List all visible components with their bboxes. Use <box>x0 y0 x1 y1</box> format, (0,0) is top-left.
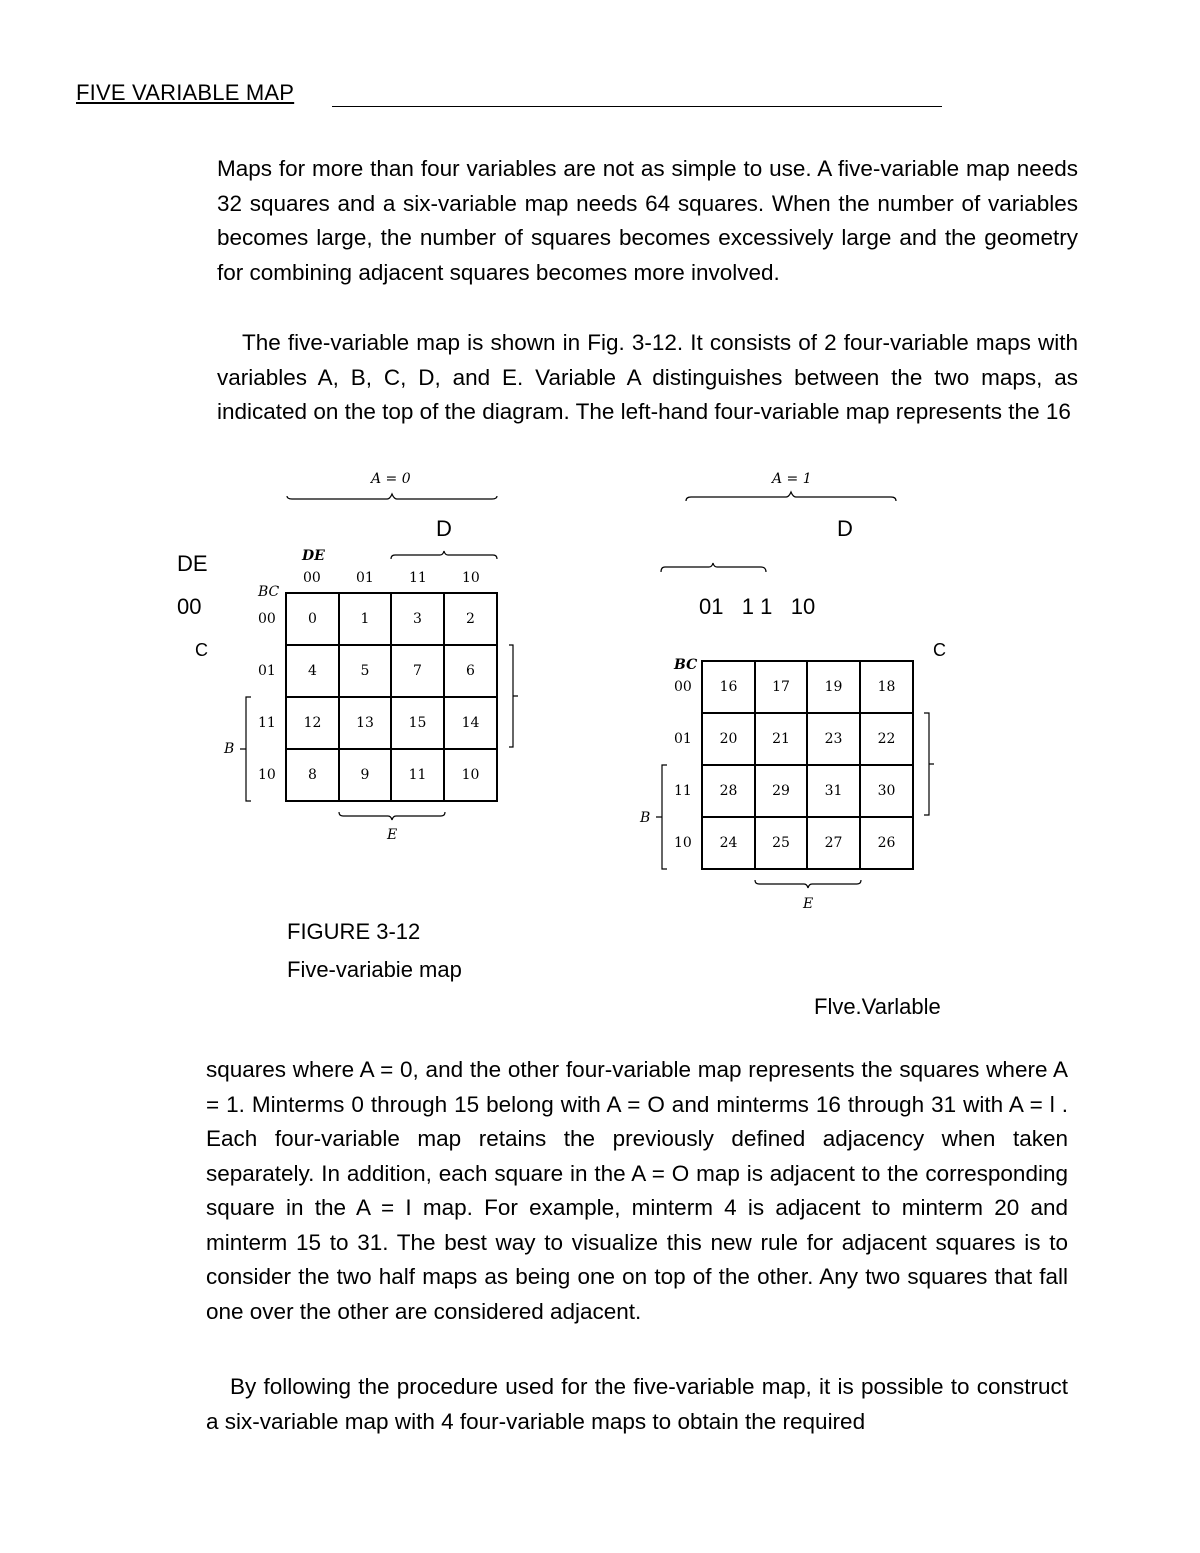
kmap-cell: 15 <box>408 715 427 731</box>
kmap-cell: 19 <box>824 679 843 695</box>
kmap-cell: 1 <box>360 611 370 627</box>
b-axis-label-right: B <box>640 810 651 826</box>
figure-number: FIGURE 3-12 <box>287 919 421 944</box>
kmap-cell: 11 <box>408 767 427 783</box>
row-header: 01 <box>258 663 276 679</box>
kmap-cell: 4 <box>308 663 317 679</box>
e-axis-label-right: E <box>803 896 814 912</box>
figure-extra-label: Flve.Varlable <box>814 994 941 1019</box>
kmap-cell: 9 <box>360 767 370 783</box>
paragraph-1: Maps for more than four variables are not as simple to use. A five-variable map needs 32 squares and a six-variable map needs 64 squares. When the number of variables becomes large, the number of squares becomes excessively large and the geometry for combining adjacent squares becomes more involved. <box>217 156 1078 285</box>
kmap-cell: 20 <box>719 731 738 747</box>
col-header: 01 <box>356 570 374 586</box>
kmap-cell: 0 <box>308 611 317 627</box>
kmap-cell: 28 <box>719 783 738 799</box>
kmap-cell: 31 <box>824 783 843 799</box>
page-heading: FIVE VARIABLE MAP <box>76 80 295 105</box>
de-00-overlay: 00 <box>177 594 202 619</box>
kmap-cell: 10 <box>461 767 480 783</box>
row-header: 10 <box>258 767 276 783</box>
paragraph-2: The five-variable map is shown in Fig. 3-12. It consists of 2 four-variable maps with variables A, B, C, D, and E. Variable A distinguishes between the two maps, as indicated on the top of the diagram. The left-hand four-variable map represents the 16 <box>217 330 1078 424</box>
row-header: 10 <box>674 835 692 851</box>
kmap-cell: 23 <box>824 731 843 747</box>
a1-brace <box>686 492 896 501</box>
kmap-cell: 17 <box>772 679 790 695</box>
c-bracket-right <box>924 713 934 815</box>
kmap-cell: 18 <box>877 679 896 695</box>
kmap-cell: 7 <box>413 663 422 679</box>
kmap-cell: 5 <box>360 663 370 679</box>
col-header: 10 <box>462 570 480 586</box>
de-axis-label: DE <box>302 548 325 564</box>
col-header: 11 <box>409 570 427 586</box>
b-bracket-right <box>656 765 667 869</box>
kmap-cell: 21 <box>772 731 790 747</box>
right-col-headers-overlay: 01 1 1 10 <box>699 594 816 619</box>
kmap-cell: 14 <box>461 715 480 731</box>
kmap-cell: 29 <box>772 783 790 799</box>
kmap-cell: 30 <box>877 783 896 799</box>
kmap-cell: 3 <box>413 611 422 627</box>
paragraph-4: By following the procedure used for the five-variable map, it is possible to construct a six-variable map with 4 four-variable maps to obtain the required <box>206 1374 1068 1434</box>
bc-axis-label-left: BC <box>258 584 280 600</box>
col-header: 00 <box>303 570 321 586</box>
row-header: 00 <box>674 679 692 695</box>
row-header: 01 <box>674 731 692 747</box>
bc-axis-label-right: BC <box>674 657 698 673</box>
c-right-overlay: C <box>933 640 946 660</box>
kmap-cell: 26 <box>877 835 896 851</box>
e-axis-label-left: E <box>387 827 398 843</box>
kmap-cell: 12 <box>303 715 322 731</box>
d-brace-right <box>661 563 766 572</box>
kmap-cell: 27 <box>824 835 843 851</box>
a0-label: A = 0 <box>371 471 411 487</box>
kmap-cell: 22 <box>877 731 896 747</box>
row-header: 11 <box>258 715 276 731</box>
d-left-overlay: D <box>436 516 452 541</box>
d-right-overlay: D <box>837 516 853 541</box>
e-bracket-right <box>755 880 861 888</box>
paragraph-3: squares where A = 0, and the other four-variable map represents the squares where A = 1. Minterms 0 through 15 belong with A = O and minterms 16 through 31 with A = l . Each four-variable map retains the previously defined adjacency when taken separately. In addition, each square in the A = O map is adjacent to the corresponding square in the A = I map. For example, minterm 4 is adjacent to minterm 20 and minterm 15 to 31. The best way to visualize this new rule for adjacent squares is to consider the two half maps as being one on top of the other. Any two squares that fall one over the other are considered adjacent. <box>206 1057 1068 1324</box>
kmap-cell: 2 <box>466 611 475 627</box>
c-left-overlay: C <box>195 640 208 660</box>
kmap-cell: 13 <box>356 715 374 731</box>
kmap-cell: 6 <box>466 663 475 679</box>
row-header: 11 <box>674 783 692 799</box>
de-label-overlay: DE <box>177 551 208 576</box>
a1-label: A = 1 <box>772 471 812 487</box>
kmap-cell: 24 <box>719 835 738 851</box>
figure-caption: Five-variabie map <box>287 957 462 982</box>
kmap-cell: 8 <box>308 767 317 783</box>
kmap-cell: 16 <box>719 679 738 695</box>
row-header: 00 <box>258 611 276 627</box>
b-axis-label-left: B <box>224 741 235 757</box>
kmap-cell: 25 <box>772 835 790 851</box>
